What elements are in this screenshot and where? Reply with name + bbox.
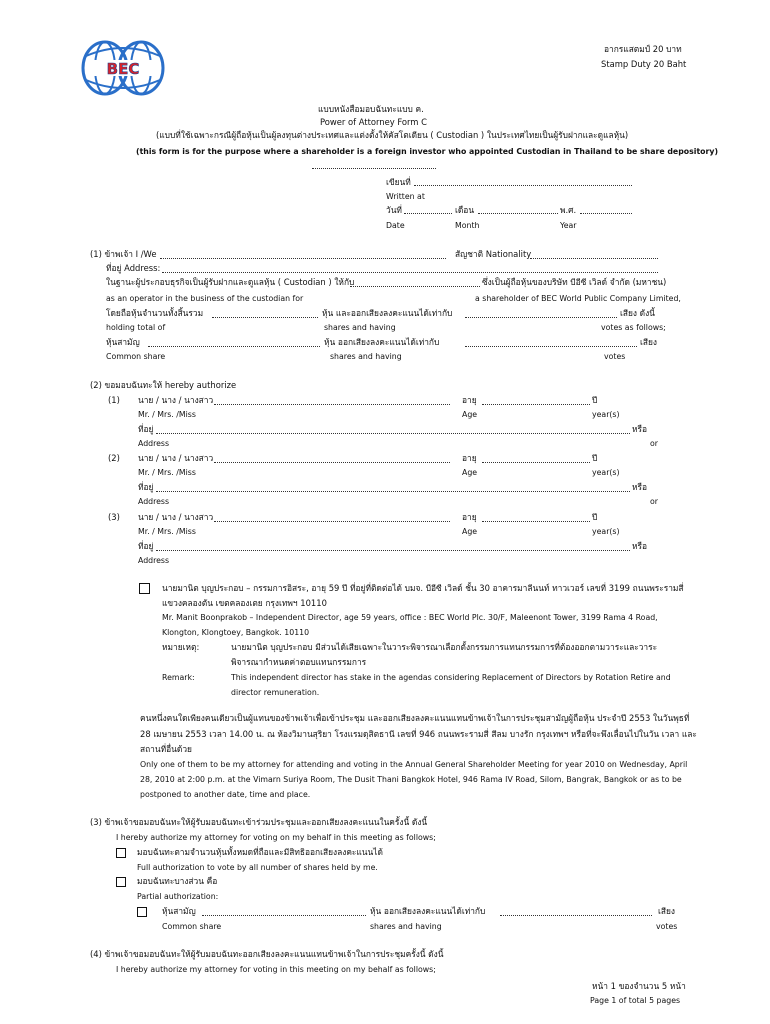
s4-heading-en: I hereby authorize my attorney for voting in this meeting on my behalf as follows; (116, 965, 436, 974)
proxy-2-addr-en: Address (138, 497, 170, 506)
full-auth-th: มอบฉันทะตามจำนวนหุ้นทั้งหมดที่ถือและมีสิทธิออกเสียงลงคะแนนได้ (137, 847, 383, 857)
partial-common-en: Common share (162, 922, 222, 931)
year-en: Year (560, 221, 577, 230)
logo-text: BEC (106, 60, 140, 78)
date-en: Date (386, 221, 405, 230)
year-th: พ.ศ. (560, 205, 577, 215)
proxy-2-name-en: Mr. / Mrs. /Miss (138, 468, 196, 477)
common-th: หุ้นสามัญ (106, 337, 140, 347)
proxy-3-addr-en: Address (138, 556, 170, 565)
written-at-en: Written at (386, 192, 425, 201)
top-dotted-line (312, 168, 436, 169)
partial-votes-en: votes (656, 922, 678, 931)
stamp-duty-en: Stamp Duty 20 Baht (601, 59, 687, 69)
proxy-3-or-th: หรือ (632, 541, 648, 551)
proxy-1-years-en: year(s) (592, 410, 620, 419)
page-number-th: หน้า 1 ของจำนวน 5 หน้า (592, 981, 686, 991)
meeting-th-3: สถานที่อื่นด้วย (140, 744, 192, 754)
note-th-1: นายมานิต บุญประกอบ มีส่วนได้เสียเฉพาะในวาระพิจารณาเลือกตั้งกรรมการแทนกรรมการที่ต้องออกตามวาระและวาระ (231, 642, 658, 652)
common-shares-field[interactable] (148, 346, 320, 347)
partial-votes-th: เสียง (658, 906, 675, 916)
common-en: Common share (106, 352, 166, 361)
s4-heading: (4) ข้าพเจ้าขอมอบฉันทะให้ผู้รับมอบฉันทะออกเสียงลงคะแนนแทนข้าพเจ้าในการประชุมครั้งนี้ ดังนี้ (90, 949, 444, 959)
nationality-field[interactable] (530, 258, 658, 259)
partial-shares-having-en: shares and having (370, 922, 442, 931)
i-we-field[interactable] (160, 258, 446, 259)
shares-having-en: shares and having (324, 323, 396, 332)
proxy-3-no: (3) (108, 512, 120, 522)
proxy-3-name-th: นาย / นาง / นางสาว (138, 512, 214, 522)
note-label-th: หมายเหตุ: (162, 642, 200, 652)
note-en-2: director remuneration. (231, 688, 320, 697)
proxy-1-name-en: Mr. / Mrs. /Miss (138, 410, 196, 419)
partial-common-checkbox[interactable] (137, 907, 147, 917)
proxy-1-age-field[interactable] (482, 404, 590, 405)
votes-as-follows-en: votes as follows; (601, 323, 666, 332)
proxy-2-or-en: or (650, 497, 658, 506)
month-th: เดือน (455, 205, 475, 215)
proxy-1-or-th: หรือ (632, 424, 648, 434)
proxy-1-or-en: or (650, 439, 658, 448)
nationality-label: สัญชาติ Nationality (455, 249, 532, 259)
proxy-3-age-en: Age (462, 527, 478, 536)
director-checkbox[interactable] (139, 583, 150, 594)
title-th: แบบหนังสือมอบฉันทะแบบ ค. (318, 104, 424, 114)
custodian-th: ในฐานะผู้ประกอบธุรกิจเป็นผู้รับฝากและดูแลหุ้น ( Custodian ) ให้กับ (106, 277, 355, 287)
proxy-1-age-en: Age (462, 410, 478, 419)
address-label: ที่อยู่ Address: (106, 263, 161, 273)
proxy-1-age-th: อายุ (462, 395, 477, 405)
bec-logo (80, 36, 166, 100)
meeting-th-2: 28 เมษายน 2553 เวลา 14.00 น. ณ ห้องวิมานสุริยา โรงแรมดุสิตธานี เลขที่ 946 ถนนพระรามสี่ สีลม บางรัก กรุงเทพฯ หรือที่จะพึงเลื่อนไปในวัน เวลา และ (140, 729, 697, 739)
page-number-en: Page 1 of total 5 pages (590, 996, 681, 1005)
proxy-2-age-th: อายุ (462, 453, 477, 463)
partial-auth-th: มอบฉันทะบางส่วน คือ (137, 876, 218, 886)
common-votes-field[interactable] (465, 346, 637, 347)
s3-heading: (3) ข้าพเจ้าขอมอบฉันทะให้ผู้รับมอบฉันทะเข้าร่วมประชุมและออกเสียงลงคะแนนในครั้งนี้ ดังนี้ (90, 817, 428, 827)
partial-auth-en: Partial authorization: (137, 892, 219, 901)
full-auth-checkbox[interactable] (116, 848, 126, 858)
title-en: Power of Attorney Form C (320, 117, 427, 127)
custodian-field[interactable] (350, 286, 480, 287)
custodian-en: as an operator in the business of the custodian for (106, 294, 304, 303)
proxy-3-age-th: อายุ (462, 512, 477, 522)
meeting-en-3: postponed to another date, time and place. (140, 790, 311, 799)
s2-heading: (2) ขอมอบฉันทะให้ hereby authorize (90, 380, 237, 390)
month-field[interactable] (478, 213, 558, 214)
shares-having-th: หุ้น และออกเสียงลงคะแนนได้เท่ากับ (322, 308, 453, 318)
proxy-1-addr-field[interactable] (156, 433, 630, 434)
director-en-1: Mr. Manit Boonprakob – Independent Director, age 59 years, office : BEC World Plc. 30/F, Maleenont Tower, 3199 Rama 4 Road, (162, 613, 658, 622)
proxy-1-addr-en: Address (138, 439, 170, 448)
written-at-field[interactable] (414, 185, 632, 186)
holding-en: holding total of (106, 323, 166, 332)
proxy-2-no: (2) (108, 453, 120, 463)
address-field[interactable] (162, 272, 658, 273)
proxy-2-addr-th: ที่อยู่ (138, 482, 154, 492)
proxy-3-addr-th: ที่อยู่ (138, 541, 154, 551)
holding-field[interactable] (212, 317, 318, 318)
proxy-2-name-th: นาย / นาง / นางสาว (138, 453, 214, 463)
proxy-3-years-th: ปี (592, 512, 598, 522)
votes-en: votes (604, 352, 626, 361)
proxy-1-name-field[interactable] (214, 404, 450, 405)
date-field[interactable] (404, 213, 452, 214)
shareholder-th: ซึ่งเป็นผู้ถือหุ้นของบริษัท บีอีซี เวิลด์ จำกัด (มหาชน) (482, 277, 667, 287)
proxy-2-name-field[interactable] (214, 462, 450, 463)
proxy-2-years-en: year(s) (592, 468, 620, 477)
partial-common-th: หุ้นสามัญ (162, 906, 196, 916)
i-we-label: (1) ข้าพเจ้า I /We (90, 249, 157, 259)
proxy-2-age-en: Age (462, 468, 478, 477)
proxy-2-years-th: ปี (592, 453, 598, 463)
votes-as-follows-th: เสียง ดังนี้ (620, 308, 655, 318)
shareholder-en: a shareholder of BEC World Public Company Limited, (475, 294, 681, 303)
meeting-en-2: 28, 2010 at 2:00 p.m. at the Vimarn Suriya Room, The Dusit Thani Bangkok Hotel, 946 Rama IV Road, Silom, Bangrak, Bangkok or as to be (140, 775, 682, 784)
note-label-en: Remark: (162, 673, 195, 682)
proxy-1-no: (1) (108, 395, 120, 405)
proxy-2-age-field[interactable] (482, 462, 590, 463)
proxy-1-name-th: นาย / นาง / นางสาว (138, 395, 214, 405)
holding-th: โดยถือหุ้นจำนวนทั้งสิ้นรวม (106, 308, 204, 318)
partial-common-votes-th: หุ้น ออกเสียงลงคะแนนได้เท่ากับ (370, 906, 486, 916)
proxy-1-addr-th: ที่อยู่ (138, 424, 154, 434)
proxy-3-name-field[interactable] (214, 521, 450, 522)
partial-auth-checkbox[interactable] (116, 877, 126, 887)
votes-th: เสียง (640, 337, 657, 347)
proxy-2-addr-field[interactable] (156, 491, 630, 492)
partial-common-field[interactable] (202, 915, 366, 916)
stamp-duty-th: อากรแสตมป์ 20 บาท (604, 44, 682, 54)
votes-field[interactable] (465, 317, 617, 318)
date-th: วันที่ (386, 205, 402, 215)
common-votes-en: shares and having (330, 352, 402, 361)
s3-heading-en: I hereby authorize my attorney for voting on my behalf in this meeting as follows; (116, 833, 436, 842)
proxy-3-years-en: year(s) (592, 527, 620, 536)
subtitle-th: (แบบที่ใช้เฉพาะกรณีผู้ถือหุ้นเป็นผู้ลงทุนต่างประเทศและแต่งตั้งให้คัสโตเดียน ( Custodian ) ในประเทศไทยเป็นผู้รับฝากและดูแลหุ้น) (156, 130, 629, 140)
proxy-1-years-th: ปี (592, 395, 598, 405)
director-en-2: Klongton, Klongtoey, Bangkok. 10110 (162, 628, 310, 637)
full-auth-en: Full authorization to vote by all number of shares held by me. (137, 863, 378, 872)
note-en-1: This independent director has stake in the agendas considering Replacement of Directors by Rotation Retire and (231, 673, 671, 682)
common-votes-th: หุ้น ออกเสียงลงคะแนนได้เท่ากับ (324, 337, 440, 347)
year-field[interactable] (580, 213, 632, 214)
partial-votes-field[interactable] (500, 915, 652, 916)
note-th-2: พิจารณากำหนดค่าตอบแทนกรรมการ (231, 657, 367, 667)
proxy-3-addr-field[interactable] (156, 550, 630, 551)
meeting-en-1: Only one of them to be my attorney for attending and voting in the Annual General Shareholder Meeting for year 2010 on Wednesday, April (140, 760, 688, 769)
month-en: Month (455, 221, 480, 230)
director-th-1: นายมานิต บุญประกอบ – กรรมการอิสระ, อายุ 59 ปี ที่อยู่ที่ติดต่อได้ บมจ. บีอีซี เวิลด์ ชั้น 30 อาคารมาลีนนท์ ทาวเวอร์ เลขที่ 3199 ถนนพระรามสี่ (162, 583, 684, 593)
written-at-th: เขียนที่ (386, 177, 411, 187)
meeting-th-1: คนหนึ่งคนใดเพียงคนเดียวเป็นผู้แทนของข้าพเจ้าเพื่อเข้าประชุม และออกเสียงลงคะแนนแทนข้าพเจ้าในการประชุมสามัญผู้ถือหุ้น ประจำปี 2553 ในวันพุธที่ (140, 713, 690, 723)
proxy-3-age-field[interactable] (482, 521, 590, 522)
subtitle-en: (this form is for the purpose where a shareholder is a foreign investor who appointed Custodian in Thailand to be share depository) (136, 147, 719, 156)
proxy-2-or-th: หรือ (632, 482, 648, 492)
director-th-2: แขวงคลองตัน เขตคลองเตย กรุงเทพฯ 10110 (162, 598, 327, 608)
proxy-3-name-en: Mr. / Mrs. /Miss (138, 527, 196, 536)
